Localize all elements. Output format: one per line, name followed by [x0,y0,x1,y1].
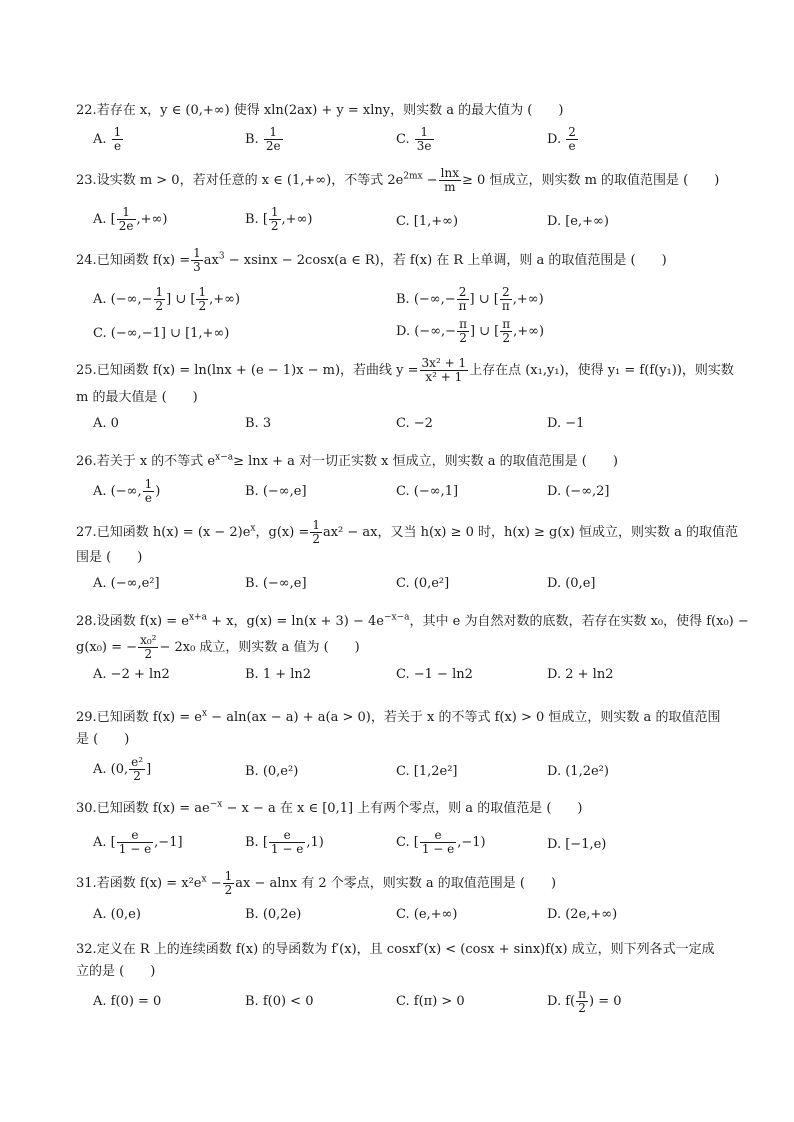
question-23: 23.设实数 m > 0，若对任意的 x ∈ (1,+∞)，不等式 $2e^{2mx}$ − $\frac{\ln x}{m}$ ≥ 0 恒成立，则实数 m 的取值范围是 ( ) A. [ $\frac{1}{2e}$ ,+∞) B. [ $\frac{1}{2}$ ,+∞) C. [1,+∞) D. [e,+∞) [76,167,726,236]
question-number: 27. [76,525,97,540]
question-22 [76,101,726,156]
option-a: A. (0, $\frac{\text{e²}}{2}$ ] [93,755,152,783]
question-stem-line2: 是 ( ) [76,732,130,747]
question-number: 30. [76,801,97,816]
option-b: B. (−∞,e] [245,576,307,591]
question-stem: 已知函数 f(x) = ae [96,801,210,816]
options-row [76,665,726,695]
fraction: $\frac{1}{3e}$ [416,125,432,153]
option-a: A. (−∞, $\frac{1}{e}$ ) [93,477,161,505]
fraction: $\frac{\text{3x² + 1}}{\text{x² + 1}}$ [421,356,467,384]
fraction: $\frac{\pi}{2}$ [502,317,511,345]
question-stem: 定义在 R 上的连续函数 f(x) 的导函数为 f′(x)，且 cosxf′(x) < (cosx + sinx)f(x) 成立，则下列各式一定成 [96,942,715,957]
options-row [76,206,726,236]
option-b: B. [ $\frac{e}{1 - e}$ ,1) [245,828,324,856]
option-c: C. f(π) > 0 [396,994,465,1009]
option-b: B. [ $\frac{1}{2}$ ,+∞) [245,205,313,233]
options-row [76,829,726,859]
option-d: D. 2 + ln2 [547,667,614,682]
question-stem: 已知函数 f(x) = ln(lnx + (e − 1)x − m)，若曲线 y = [96,363,419,378]
fraction: $\frac{1}{e}$ [113,125,122,153]
question-stem: 已知函数 h(x) = (x − 2)e [96,525,251,540]
option-b: B. (−∞,− $\frac{2}{\pi}$ ] ∪ [ $\frac{2}{\pi}$ ,+∞) [396,285,544,313]
fraction: $\frac{1}{2}$ [312,518,320,546]
question-stem: 设函数 f(x) = e [96,614,189,629]
option-c: C. (−∞,−1] ∪ [1,+∞) [93,326,230,341]
question-32 [76,940,726,1018]
question-28: 28.设函数 $f(x) = e^{x+a} + x$，$g(x) = \ln(x + 3) - 4e^{-x-a}$，其中 e 为自然对数的底数，若存在实数 x₀，使得 f(x₀) − g(x₀) = − $\frac{\text{x₀²}}{2}$ − 2x₀ 成立，则实数 a 值为 ( ) A. −2 + ln2 B. 1 + ln2 C. −1 − ln2 D. 2 + ln2 [76,612,726,695]
option-b: B. $\frac{1}{2e}$ [245,125,281,153]
fraction: $\frac{2}{\pi}$ [501,285,510,313]
option-c: C. (e,+∞) [396,907,458,922]
fraction: $\frac{\pi}{2}$ [459,317,467,345]
fraction: $\frac{\text{e²}}{2}$ [131,755,144,783]
option-b: B. (0,2e) [245,907,302,922]
fraction: $\frac{1}{2}$ [224,869,233,897]
options-row [76,318,726,348]
options-row [76,126,726,156]
option-d: D. −1 [547,416,585,431]
question-stem: 设实数 m > 0，若对任意的 x ∈ (1,+∞)，不等式 2e [96,173,404,188]
fraction: $\frac{1}{2}$ [198,285,207,313]
option-c: C. [1,+∞) [396,214,459,229]
question-29: 29.已知函数 $f(x) = e^x - aln(ax - a) + a(a > 0)$，若关于 x 的不等式 f(x) > 0 恒成立，则实数 a 的取值范围 是 ( ) A. (0, $\frac{\text{e²}}{2}$ ] B. (0,e²) C. [1,2e²] D. (1,2e²) [76,708,726,786]
option-d: D. (0,e] [547,576,596,591]
option-a: A. −2 + ln2 [93,667,170,682]
fraction: $\frac{e}{1 - e}$ [421,828,455,856]
options-row [76,988,726,1018]
fraction: $\frac{\pi}{2}$ [578,987,587,1015]
option-b: B. (−∞,e] [245,484,307,499]
option-a: A. $\frac{1}{e}$ [93,125,122,153]
fraction: $\frac{1}{2}$ [270,205,279,233]
question-number: 24. [76,253,97,268]
options-row [76,905,726,935]
option-c: C. $\frac{1}{3e}$ [396,125,432,153]
question-stem: 已知函数 f(x) = e [96,710,202,725]
option-c: C. −2 [396,416,433,431]
option-b: B. 1 + ln2 [245,667,312,682]
fraction: $\frac{1}{2e}$ [118,205,134,233]
option-c: C. (−∞,1] [396,484,459,499]
fraction: $\frac{\text{x₀²}}{2}$ [140,633,157,661]
question-number: 22. [76,103,97,118]
fraction: $\frac{e}{1 - e}$ [270,828,304,856]
option-d: D. (−∞,− $\frac{\pi}{2}$ ] ∪ [ $\frac{\pi}{2}$ ,+∞) [396,317,545,345]
question-24: 24.已知函数 f(x) = $\frac{1}{3}$ $ax^3 - xsinx - 2\cos x(a$ ∈ R)，若 f(x) 在 R 上单调，则 a 的取值范围是 ( ) A. (−∞,− $\frac{1}{2}$ ] ∪ [ $\frac{1}{2}$ ,+∞) B. (−∞,− $\frac{2}{\pi}$ ] ∪ [ $\frac{2}{\pi}$ ,+∞) C. (−∞,−1] ∪ [1,+∞) D. (−∞,− $\frac{\pi}{2}$ ] ∪ [ $\frac{\pi}{2}$ ,+∞) [76,247,726,348]
option-b: B. f(0) < 0 [245,994,314,1009]
question-stem-line2: g(x₀) = − $\frac{\text{x₀²}}{2}$ − 2x₀ 成立，则实数 a 值为 ( ) [76,633,360,661]
question-stem-line2: 立的是 ( ) [76,964,156,979]
question-stem-line2: m 的最大值是 ( ) [76,390,198,405]
question-number: 32. [76,942,97,957]
question-number: 23. [76,173,97,188]
options-row [76,756,726,786]
question-stem: 若函数 f(x) = x²e [96,876,202,891]
fraction: $\frac{1}{3}$ [193,246,201,274]
option-c: C. (0,e²] [396,576,450,591]
question-number: 29. [76,710,97,725]
question-number: 26. [76,454,97,469]
option-c: C. [1,2e²] [396,764,458,779]
option-b: B. (0,e²) [245,764,299,779]
question-31: 31.若函数 $f(x) = x^2e^x$ − $\frac{1}{2}$ ax − alnx 有 2 个零点，则实数 a 的取值范围是 ( ) A. (0,e) B. (0,2e) C. (e,+∞) D. (2e,+∞) [76,870,726,935]
option-d: D. [e,+∞) [547,214,609,229]
question-stem: 若关于 x 的不等式 e [96,454,216,469]
fraction: $\frac{1}{2e}$ [265,125,281,153]
options-row [76,286,726,316]
options-row [76,574,726,604]
question-number: 25. [76,363,97,378]
option-a: A. f(0) = 0 [93,994,162,1009]
question-25: 25.已知函数 f(x) = ln(lnx + (e − 1)x − m)，若曲线 y = $\frac{\text{3x² + 1}}{\text{x² + 1}}$ 上存在点 (x₁,y₁)，使得 y₁ = f(f(y₁))，则实数 m 的最大值是 ( ) A. 0 B. 3 C. −2 D. −1 [76,357,726,444]
option-a: A. [ $\frac{e}{1 - e}$ ,−1] [93,828,183,856]
question-stem: 已知函数 f(x) = [96,253,191,268]
option-d: D. f( $\frac{\pi}{2}$ ) = 0 [547,987,622,1015]
fraction: $\frac{2}{\pi}$ [458,285,467,313]
option-d: D. (2e,+∞) [547,907,618,922]
fraction: $\frac{\ln x}{m}$ [440,166,460,194]
options-row [76,414,726,444]
question-stem-line2: 围是 ( ) [76,550,143,565]
fraction: $\frac{1}{2}$ [155,285,164,313]
question-27: 27.已知函数 $h(x) = (x - 2)e^x$，g(x) = $\frac{1}{2}$ ax² − ax，又当 h(x) ≥ 0 时，h(x) ≥ g(x) 恒成立，则实数 a 的取值范 围是 ( ) A. (−∞,e²] B. (−∞,e] C. (0,e²] D. (0,e] [76,519,726,604]
option-a: A. (−∞,e²] [93,576,160,591]
question-30: 30.已知函数 $f(x) = ae^{-x} - x - a$ 在 x ∈ [0,1] 上有两个零点，则 a 的取值范是 ( ) A. [ $\frac{e}{1 - e}$ ,−1] B. [ $\frac{e}{1 - e}$ ,1) C. [ $\frac{e}{1 - e}$ ,−1) D. [−1,e) [76,799,726,859]
fraction: $\frac{1}{e}$ [144,477,153,505]
question-stem: 若存在 x，y ∈ (0,+∞) 使得 xln(2ax) + y = xlny，则实数 a 的最大值为 ( ) [96,103,564,118]
option-a: A. (0,e) [93,907,141,922]
question-26: 26.若关于 x 的不等式 $e^{x-a}\ge \ln x + a$ 对一切正实数 x 恒成立，则实数 a 的取值范围是 ( ) A. (−∞, $\frac{1}{e}$ ) B. (−∞,e] C. (−∞,1] D. (−∞,2] [76,452,726,508]
option-d: D. [−1,e) [547,837,607,852]
option-b: B. 3 [245,416,272,431]
fraction: $\frac{2}{e}$ [568,125,576,153]
options-row [76,478,726,508]
option-c: C. −1 − ln2 [396,667,473,682]
question-number: 28. [76,614,97,629]
fraction: $\frac{e}{1 - e}$ [118,828,152,856]
option-a: A. [ $\frac{1}{2e}$ ,+∞) [93,205,168,233]
question-number: 31. [76,876,97,891]
option-d: D. (−∞,2] [547,484,610,499]
option-a: A. 0 [93,416,119,431]
option-a: A. (−∞,− $\frac{1}{2}$ ] ∪ [ $\frac{1}{2}$ ,+∞) [93,285,241,313]
option-d: D. $\frac{2}{e}$ [547,125,576,153]
option-c: C. [ $\frac{e}{1 - e}$ ,−1) [396,828,486,856]
option-d: D. (1,2e²) [547,764,609,779]
